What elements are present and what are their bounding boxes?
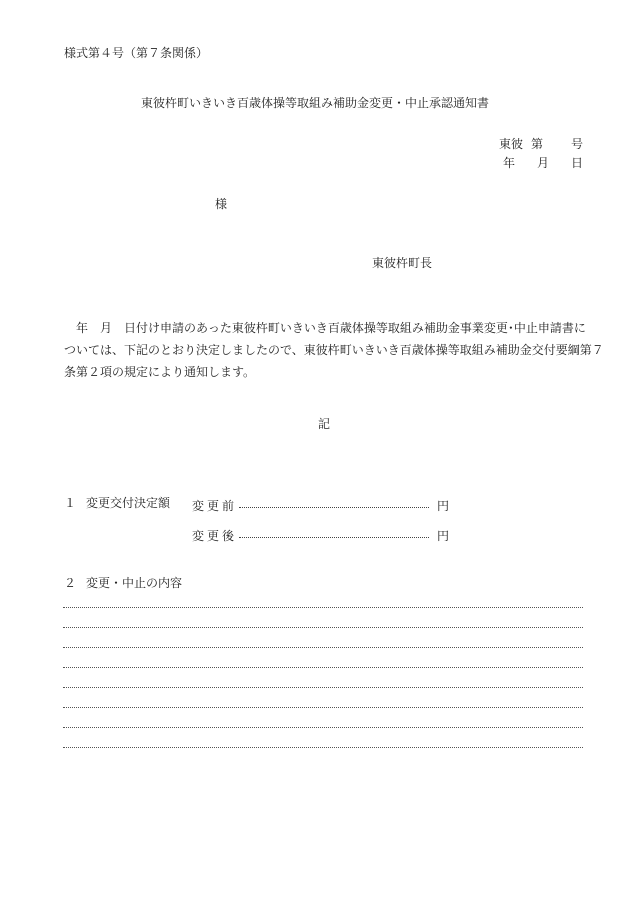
addressee-suffix: 様 [215,197,228,211]
amount-before-field [239,507,429,508]
item1-label: 変更交付決定額 [86,496,171,510]
content-entry-line [63,687,583,688]
body-line-1: 年 月 日付け申請のあった東彼杵町いきいき百歳体操等取組み補助金事業変更･中止申請書に [76,321,586,335]
body-text [64,317,604,383]
content-entry-line [63,627,583,628]
date-year: 年 [502,156,515,170]
body-line-3: 条第２項の規定により通知します。 [64,365,256,379]
form-number: 様式第４号（第７条関係） [64,46,209,60]
content-entry-line [63,707,583,708]
reference-dai: 第 [530,137,543,151]
date-month: 月 [536,156,549,170]
reference-prefix: 東彼 [498,137,523,151]
amount-after-label: 変更後 [192,529,238,543]
amount-after-field [239,537,429,538]
reference-go: 号 [570,137,583,151]
item2-heading [64,577,182,589]
reference-number [499,138,583,150]
item2-number: ２ [64,576,77,590]
body-line-2: ついては、下記のとおり決定しましたので、東彼杵町いきいき百歳体操等取組み補助金交付要綱第７ [64,343,604,357]
content-entry-line [63,647,583,648]
record-mark: 記 [318,417,331,431]
amount-before-label: 変更前 [192,499,238,513]
content-entry-line [63,667,583,668]
amount-after-unit: 円 [437,529,450,543]
item1-number: １ [64,496,77,510]
content-entry-line [63,607,583,608]
date-line [503,157,583,169]
document-title: 東彼杵町いきいき百歳体操等取組み補助金変更・中止承認通知書 [140,96,489,110]
item2-label: 変更・中止の内容 [86,576,183,590]
date-day: 日 [570,156,583,170]
content-entry-line [63,747,583,748]
amount-before-unit: 円 [437,499,450,513]
content-entry-line [63,727,583,728]
item1-heading [64,497,170,509]
issuer: 東彼杵町長 [372,256,433,270]
